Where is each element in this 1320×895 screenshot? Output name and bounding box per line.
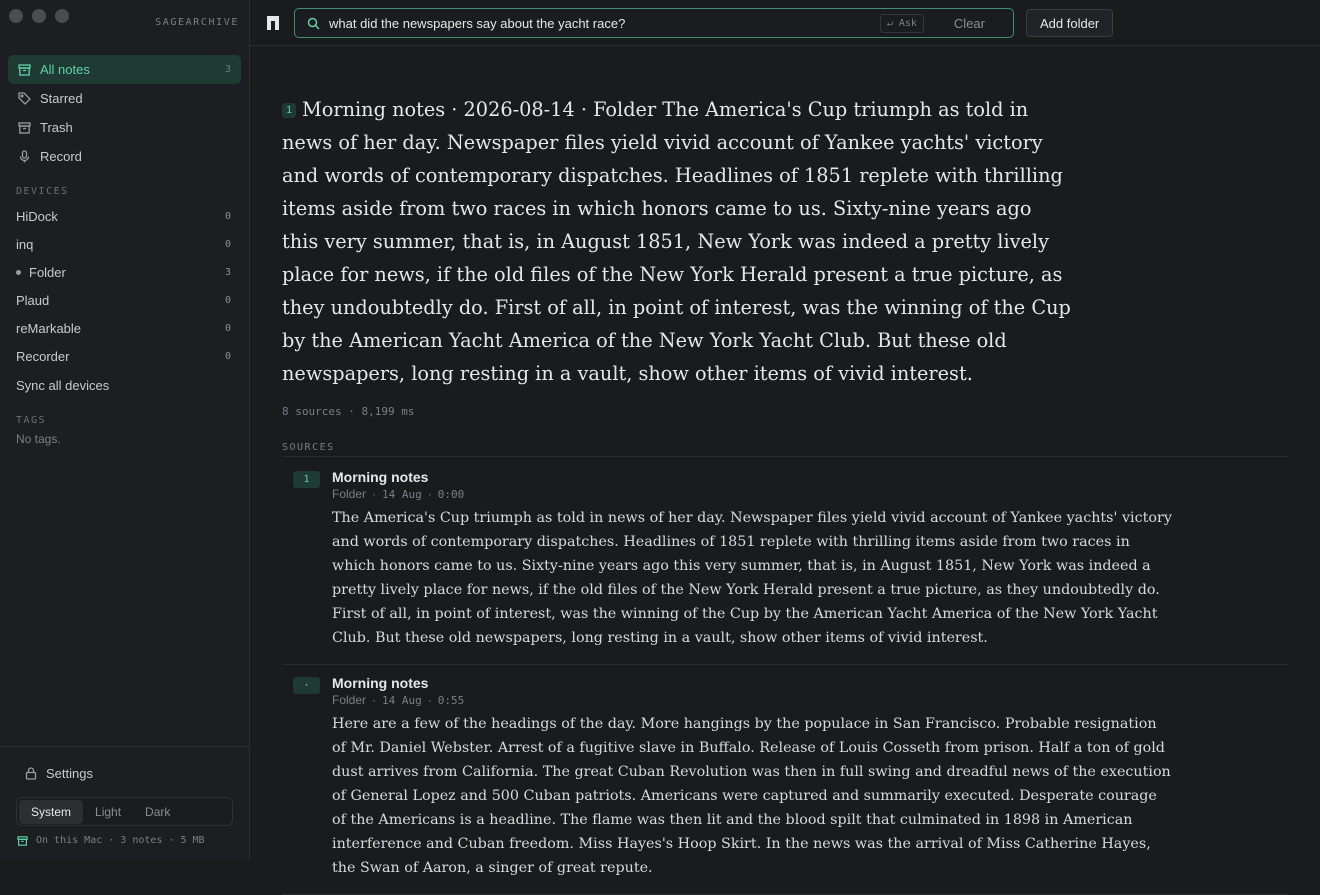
source-meta: Folder · 14 Aug · 0:55 (332, 693, 465, 707)
tag-icon (17, 92, 31, 106)
answer-body: Morning notes · 2026-08-14 · Folder The America's Cup triumph as told in news of her day. Newspaper files yield vivid account of Yankee yachts' victory and words of contemporary dispatches. Headlines of 1851 replete with thrilling items aside from two races in which honors came to us. Sixty-nine years ago this very summer, that is, in August 1851, New York was indeed a pretty lively place for news, if the old files of the New York Herald present a true picture, as they undoubtedly do. First of all, in point of interest, was the winning of the Cup by the American Yacht America of the New York Yacht Club. But these old newspapers, long resting in a vault, show other items of vivid interest. (282, 98, 1071, 385)
source-date: 14 Aug (382, 488, 422, 501)
ask-hint: ↵ Ask (880, 14, 924, 33)
answer-text (282, 93, 1072, 390)
app-brand: SAGEARCHIVE (155, 17, 239, 28)
archive-icon (17, 836, 28, 846)
note-count: 3 (224, 64, 231, 75)
sidebar-item-label: Record (40, 149, 82, 164)
sidebar-footer (0, 746, 249, 860)
sidebar-item-label: Trash (40, 120, 73, 135)
sync-all-devices-button[interactable]: Sync all devices (16, 377, 110, 393)
device-item-inq[interactable] (8, 230, 241, 258)
source-body: Here are a few of the headings of the day. More hangings by the populace in San Francisco. Probable resignation of Mr. Daniel Webster. Arrest of a fugitive slave in Buffalo. Release of Louis Cosseth from prison. Half a ton of gold dust arrives from California. The great Cuban Revolution was then in full swing and dreadful news of the execution of General Lopez and 500 Cuban patriots. Americans were captured and summarily executed. Desperate courage of the Americans is a headline. The flame was then lit and the blood spilt that culminated in 1898 in American interference and Cuban freedom. Miss Hayes's Hoop Skirt. In the news was the arrival of Miss Catherine Hayes, the Swan of Aaron, a singer of great repute. (332, 716, 1171, 876)
settings-label: Settings (46, 766, 93, 781)
device-item-plaud[interactable] (8, 286, 241, 314)
source-date: 14 Aug (382, 694, 422, 707)
sidebar (0, 0, 250, 860)
search-bar (294, 8, 1014, 38)
device-label: Recorder (16, 348, 70, 364)
source-time: 0:55 (437, 694, 465, 707)
storage-info-text: On this Mac · 3 notes · 5 MB (36, 835, 205, 846)
source-title: Morning notes (332, 469, 429, 485)
source-time: 0:00 (437, 488, 465, 501)
search-input[interactable] (329, 16, 880, 31)
archive-icon (17, 63, 31, 77)
device-label: HiDock (16, 208, 58, 224)
theme-option-light[interactable]: Light (95, 804, 122, 819)
source-number: · (293, 677, 320, 694)
active-dot-icon (16, 270, 21, 275)
mic-icon (17, 150, 31, 164)
close-window-button[interactable] (9, 9, 23, 23)
device-count: 0 (224, 350, 231, 362)
theme-option-system[interactable]: System (19, 800, 83, 824)
theme-option-dark[interactable]: Dark (145, 804, 171, 819)
source-meta: Folder · 14 Aug · 0:00 (332, 487, 465, 501)
device-label: Folder (29, 264, 66, 280)
minimize-window-button[interactable] (32, 9, 46, 23)
citation-badge[interactable]: 1 (282, 103, 296, 118)
device-label: reMarkable (16, 320, 82, 336)
window-controls (9, 9, 69, 23)
device-item-recorder[interactable] (8, 342, 241, 370)
source-number: 1 (293, 471, 320, 488)
storage-info (17, 835, 205, 846)
source-title: Morning notes (332, 675, 429, 691)
device-count: 0 (224, 322, 231, 334)
sidebar-item-starred[interactable] (8, 84, 241, 113)
source-item[interactable] (282, 459, 1288, 665)
device-count: 3 (224, 266, 231, 278)
sidebar-item-label: All notes (40, 62, 90, 77)
source-body: The America's Cup triumph as told in news of her day. Newspaper files yield vivid account of Yankee yachts' victory and words of contemporary dispatches. Headlines of 1851 replete with thrilling items aside from two races in which honors came to us. Sixty-nine years ago this very summer, that is, in August 1851, New York was indeed a pretty lively place for news, if the old files of the New York Herald present a true picture, as they undoubtedly do. First of all, in point of interest, was the winning of the Cup by the American Yacht America of the New York Yacht Club. But these old newspapers, long resting in a vault, show other items of vivid interest. (332, 510, 1172, 646)
lock-icon (25, 767, 37, 780)
source-folder: Folder (332, 487, 367, 501)
toolbar (250, 0, 1320, 46)
source-folder: Folder (332, 693, 367, 707)
sidebar-item-label: Starred (40, 91, 83, 106)
device-label: Plaud (16, 292, 50, 308)
sidebar-toggle-icon[interactable] (266, 15, 280, 35)
device-count: 0 (224, 210, 231, 222)
zoom-window-button[interactable] (55, 9, 69, 23)
device-item-folder[interactable] (8, 258, 241, 286)
sidebar-nav (8, 55, 241, 171)
device-count: 0 (224, 238, 231, 250)
device-item-hidock[interactable] (8, 202, 241, 230)
sidebar-item-record[interactable] (8, 142, 241, 171)
no-tags-text: No tags. (16, 432, 61, 446)
search-icon (307, 17, 320, 30)
theme-switcher (16, 797, 233, 826)
clear-button[interactable]: Clear (934, 16, 1005, 31)
tags-section-title: TAGS (16, 415, 47, 426)
main-content (250, 47, 1320, 876)
add-folder-button[interactable]: Add folder (1026, 9, 1113, 37)
trash-icon (17, 121, 31, 135)
sources-section-title: SOURCES (282, 442, 1288, 457)
settings-button[interactable] (25, 766, 93, 781)
answer-meta: 8 sources · 8,199 ms (282, 405, 415, 418)
sidebar-item-all-notes[interactable] (8, 55, 241, 84)
device-count: 0 (224, 294, 231, 306)
sources-list (282, 459, 1288, 895)
device-label: inq (16, 236, 34, 252)
source-item[interactable] (282, 665, 1288, 895)
device-item-remarkable[interactable] (8, 314, 241, 342)
devices-section-title: DEVICES (16, 186, 69, 197)
devices-list (8, 202, 241, 399)
sidebar-item-trash[interactable] (8, 113, 241, 142)
